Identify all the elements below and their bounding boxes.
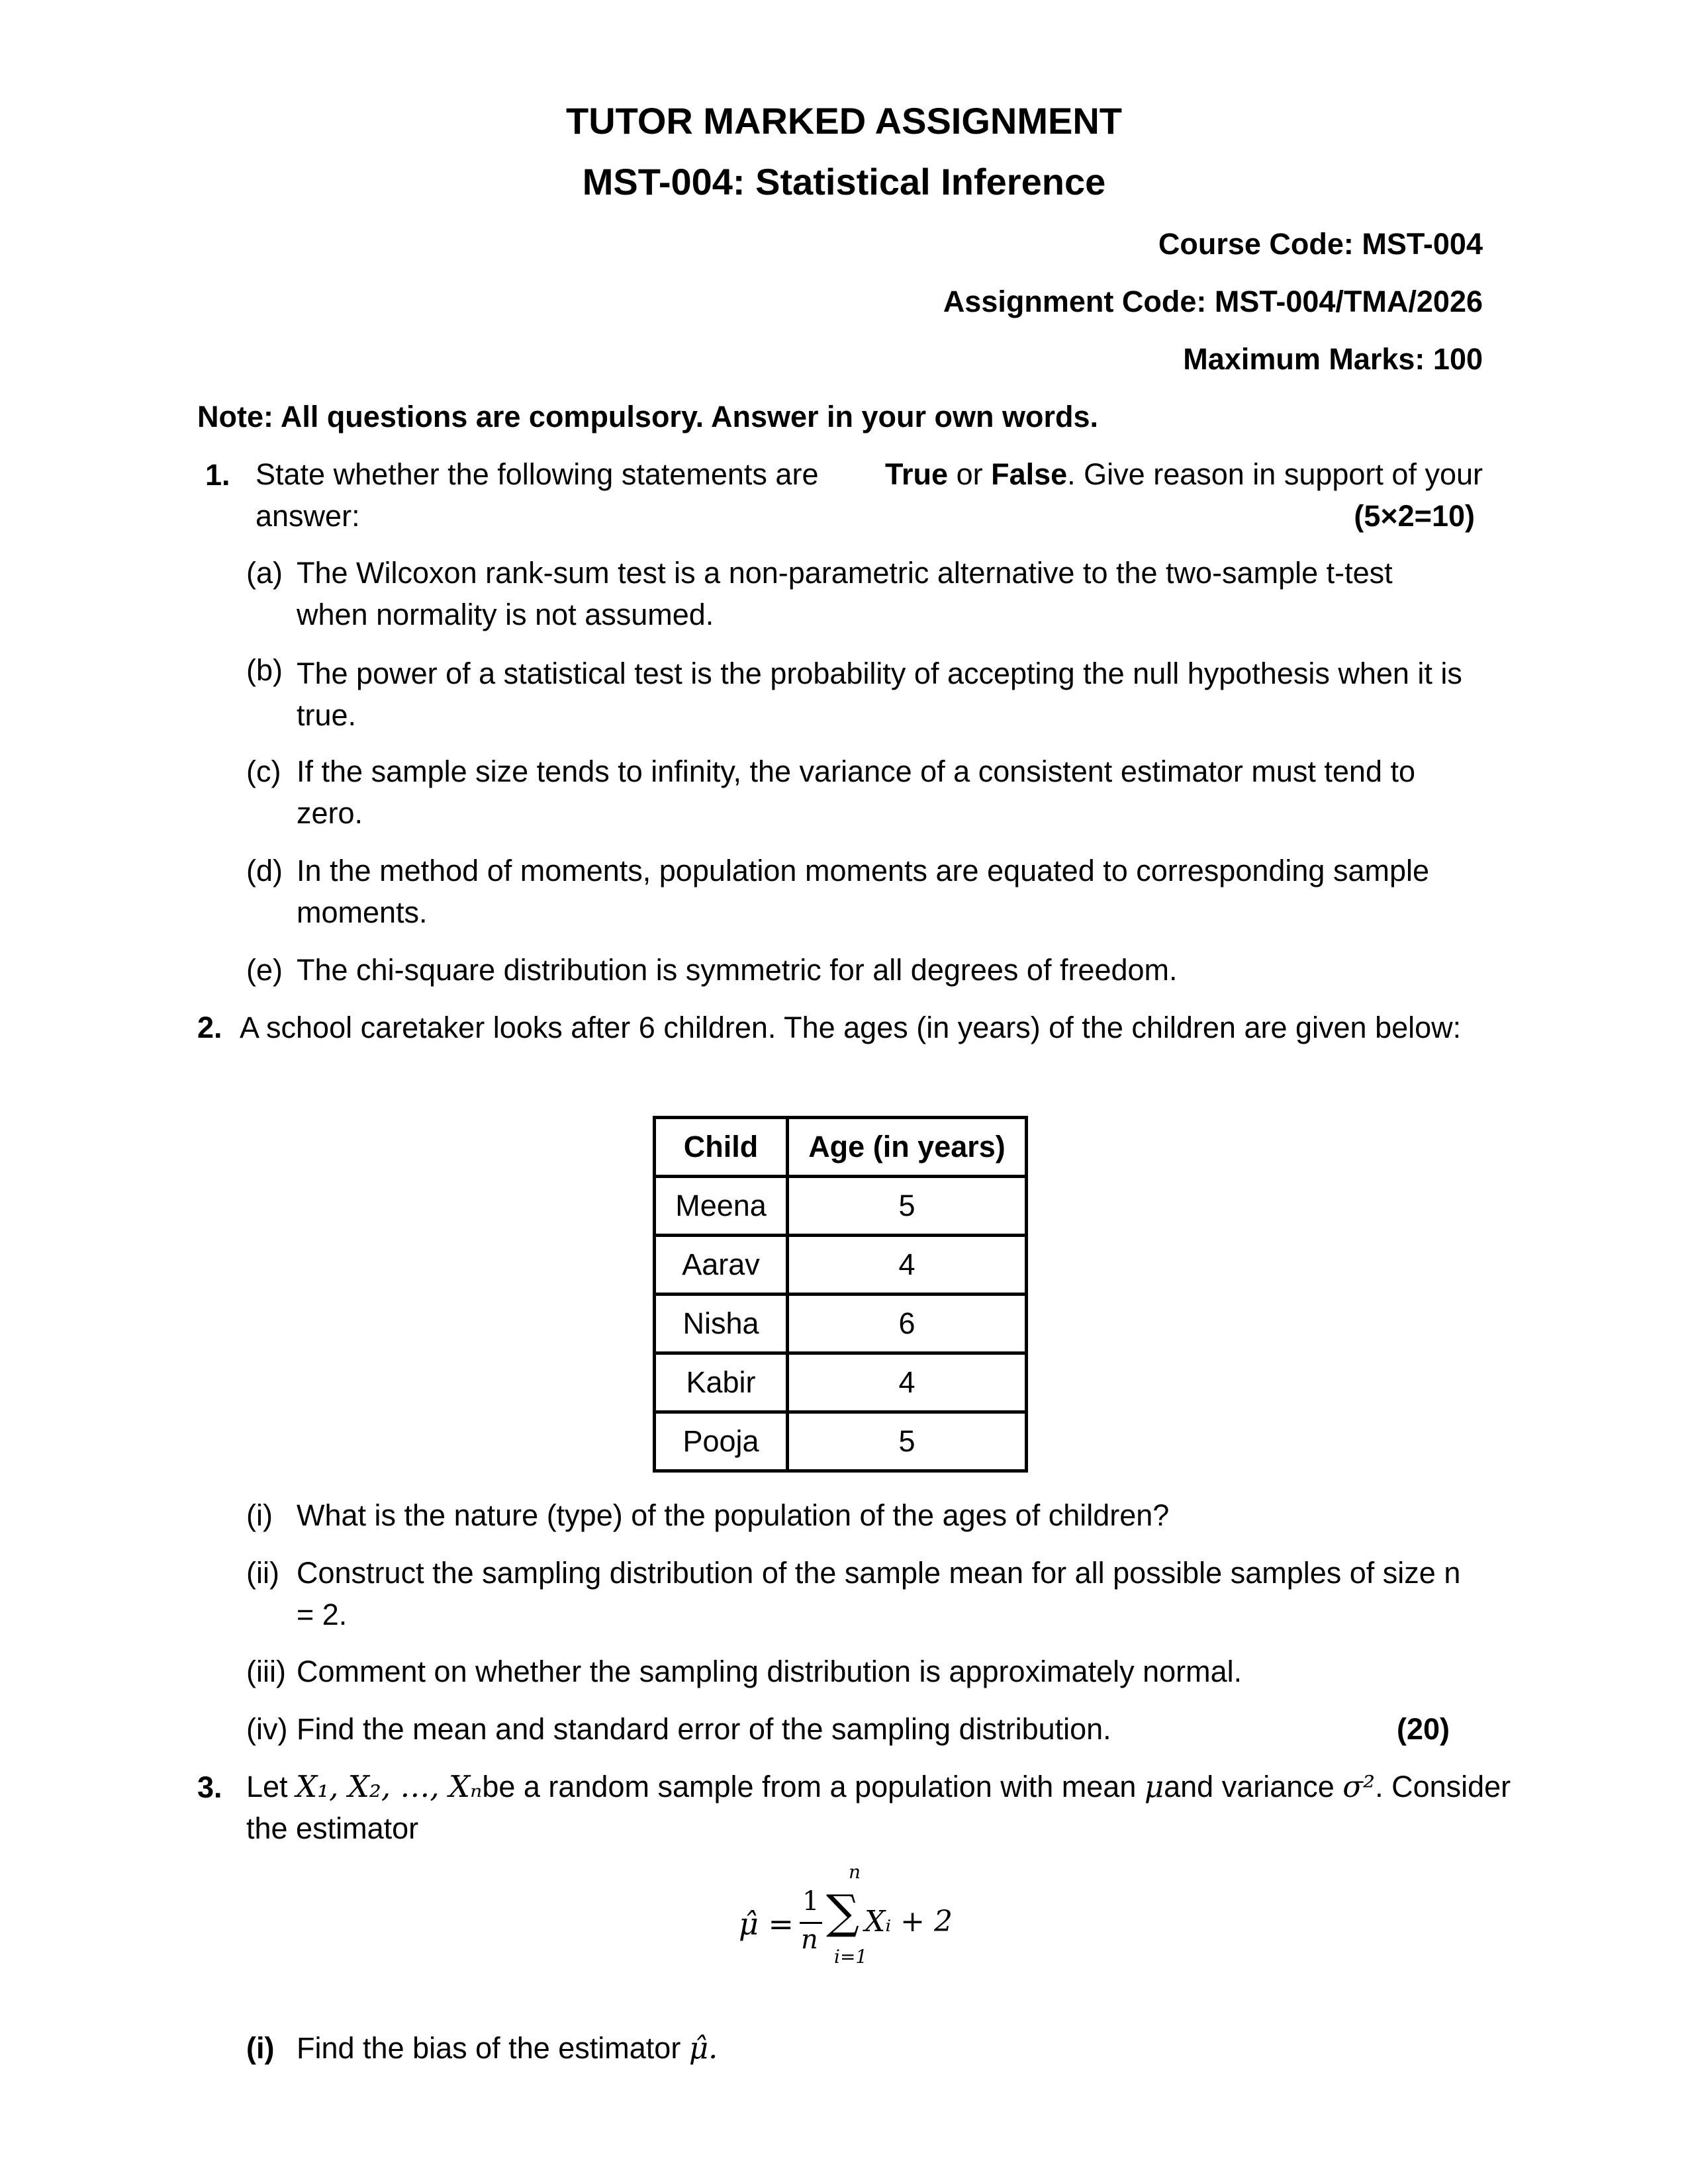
q3-prompt-part4: the estimator	[246, 1811, 419, 1845]
table-cell-age: 5	[788, 1412, 1027, 1471]
table-row	[655, 1412, 1027, 1471]
q3-sigma2-symbol: σ²	[1342, 1769, 1376, 1804]
q2-part-label-ii: (ii)	[246, 1556, 279, 1590]
q1-prompt	[256, 453, 1483, 537]
q1-item-a-line2: when normality is not assumed.	[297, 598, 714, 631]
table-cell-age: 5	[788, 1177, 1027, 1236]
q1-item-d-line2: moments.	[297, 895, 428, 929]
q1-prompt-part1: State whether the following statements are	[256, 457, 827, 491]
formula-sigma: ∑	[826, 1885, 859, 1939]
q3-part-i-text: Find the bias of the estimator	[297, 2031, 689, 2065]
q3-prompt-part3: . Consider	[1375, 1770, 1511, 1803]
table-cell-age: 4	[788, 1236, 1027, 1295]
formula-sum-lower: i=1	[834, 1946, 868, 1968]
estimator-formula	[735, 1861, 1013, 1984]
table-cell-child: Aarav	[655, 1236, 788, 1295]
q1-item-a	[297, 552, 1488, 635]
formula-term: Xᵢ + 2	[865, 1905, 953, 1938]
q2-part-iii: Comment on whether the sampling distribution is approximately normal.	[297, 1655, 1243, 1688]
q1-item-c-line1: If the sample size tends to infinity, the variance of a consistent estimator must tend to	[297, 754, 1416, 788]
table-row	[655, 1236, 1027, 1295]
q2-marks: (20)	[1397, 1712, 1450, 1746]
formula-numerator: 1	[802, 1886, 820, 1917]
q2-part-label-iv: (iv)	[246, 1712, 288, 1746]
q1-item-label-a: (a)	[246, 556, 283, 590]
q1-item-e: The chi-square distribution is symmetric for all degrees of freedom.	[297, 953, 1178, 987]
q1-item-c-line2: zero.	[297, 796, 363, 830]
maximum-marks: Maximum Marks: 100	[1183, 342, 1483, 376]
q3-part-i-symbol: μ̂.	[688, 2030, 718, 2066]
q1-prompt-part2: . Give reason in support of your	[1067, 457, 1483, 491]
q1-number: 1.	[205, 458, 230, 492]
q2-part-iv: Find the mean and standard error of the sampling distribution.	[297, 1712, 1111, 1746]
table-row	[655, 1295, 1027, 1353]
q2-part-ii-line1: Construct the sampling distribution of the sample mean for all possible samples of size n	[297, 1556, 1461, 1590]
q1-true-word: True	[885, 457, 949, 491]
q1-item-c	[297, 751, 1488, 834]
formula-sum-upper: n	[849, 1861, 861, 1883]
q1-item-d-line1: In the method of moments, population moments are equated to corresponding sample	[297, 854, 1430, 887]
q2-prompt: A school caretaker looks after 6 children. The ages (in years) of the children are given below:	[240, 1011, 1462, 1044]
ages-table-header-age: Age (in years)	[788, 1118, 1027, 1177]
q1-item-b	[297, 653, 1488, 736]
q1-prompt-part3: answer:	[256, 499, 360, 533]
q3-number: 3.	[197, 1770, 222, 1804]
formula-lhs: μ̂ =	[739, 1906, 794, 1942]
q1-item-b-line2: true.	[297, 698, 357, 732]
instructions-note: Note: All questions are compulsory. Answer in your own words.	[197, 400, 1099, 433]
table-row	[655, 1177, 1027, 1236]
q3-let: Let	[246, 1770, 297, 1803]
course-code: Course Code: MST-004	[1158, 227, 1483, 261]
q3-prompt	[246, 1766, 1511, 1849]
q1-item-label-c: (c)	[246, 754, 281, 788]
ages-table-header-child: Child	[655, 1118, 788, 1177]
q1-item-b-line1: The power of a statistical test is the probability of accepting the null hypothesis when it is	[297, 657, 1462, 690]
course-subtitle: MST-004: Statistical Inference	[582, 161, 1106, 203]
q1-marks: (5×2=10)	[1354, 499, 1475, 533]
q1-or-word: or	[948, 457, 992, 491]
table-cell-child: Nisha	[655, 1295, 788, 1353]
q2-part-ii	[297, 1552, 1501, 1635]
q3-sample-symbol: X₁, X₂, …, Xₙ	[296, 1769, 483, 1804]
q2-part-label-i: (i)	[246, 1498, 273, 1532]
q2-number: 2.	[197, 1011, 222, 1044]
q2-part-i: What is the nature (type) of the population of the ages of children?	[297, 1498, 1170, 1532]
table-cell-age: 4	[788, 1353, 1027, 1412]
q1-false-word: False	[991, 457, 1068, 491]
ages-table	[653, 1116, 1028, 1473]
table-cell-child: Meena	[655, 1177, 788, 1236]
formula-fraction-bar	[800, 1922, 822, 1924]
q3-prompt-part2: and variance	[1164, 1770, 1343, 1803]
q2-part-ii-line2: = 2.	[297, 1598, 348, 1631]
table-cell-child: Kabir	[655, 1353, 788, 1412]
q2-part-label-iii: (iii)	[246, 1655, 286, 1688]
table-cell-child: Pooja	[655, 1412, 788, 1471]
q1-item-label-e: (e)	[246, 953, 283, 987]
q1-item-label-d: (d)	[246, 854, 283, 887]
assignment-title: TUTOR MARKED ASSIGNMENT	[566, 100, 1122, 142]
ages-table-header-row	[655, 1118, 1027, 1177]
q3-part-label-i: (i)	[246, 2031, 275, 2065]
q3-prompt-part1: be a random sample from a population with mean	[482, 1770, 1145, 1803]
formula-denominator: n	[801, 1925, 818, 1955]
q1-item-a-line1: The Wilcoxon rank-sum test is a non-parametric alternative to the two-sample t-test	[297, 556, 1393, 590]
q3-part-i	[297, 2027, 718, 2069]
table-cell-age: 6	[788, 1295, 1027, 1353]
q1-item-label-b: (b)	[246, 653, 283, 687]
q1-item-d	[297, 850, 1488, 933]
q3-mu-symbol: μ	[1144, 1769, 1164, 1804]
assignment-code: Assignment Code: MST-004/TMA/2026	[943, 285, 1483, 318]
table-row	[655, 1353, 1027, 1412]
